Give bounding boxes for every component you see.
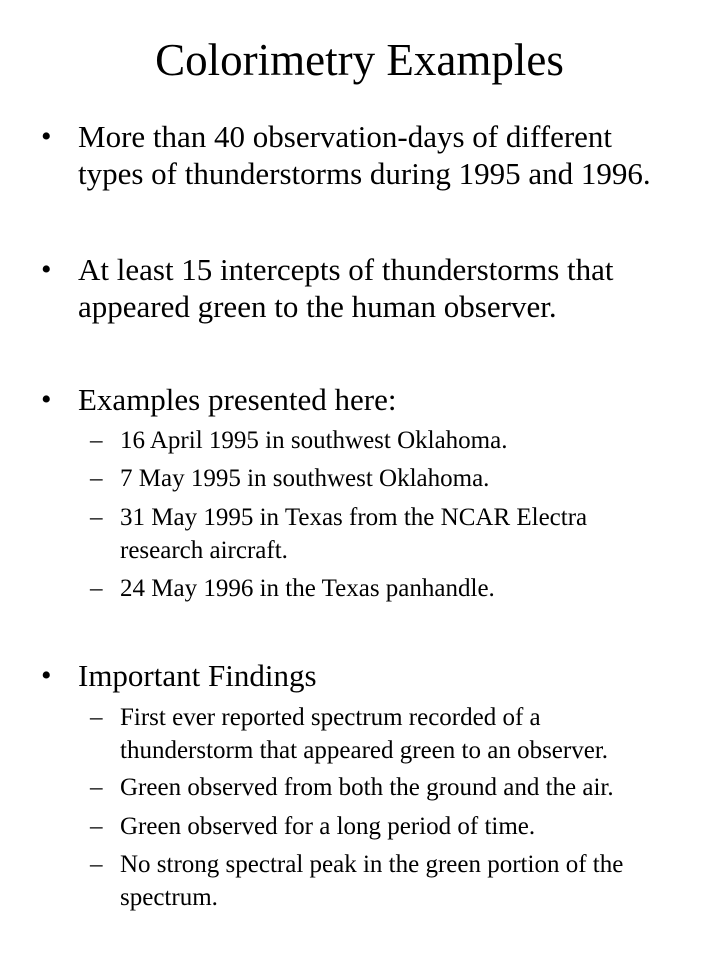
bullet-text bbox=[78, 118, 708, 192]
sub-item-line: 16 April 1995 in southwest Oklahoma. bbox=[120, 427, 508, 454]
bullet-line: Examples presented here: bbox=[78, 382, 397, 417]
sub-item-text bbox=[120, 771, 710, 804]
dash-icon: – bbox=[90, 575, 103, 602]
bullet-text bbox=[78, 657, 708, 694]
sub-item-line: No strong spectral peak in the green portion of the bbox=[120, 851, 624, 878]
sub-item-text bbox=[120, 572, 710, 605]
slide-title: Colorimetry Examples bbox=[155, 35, 564, 85]
sub-item-text bbox=[120, 424, 710, 457]
bullet-icon: • bbox=[41, 659, 52, 692]
sub-item-line: thunderstorm that appeared green to an observer. bbox=[120, 737, 609, 764]
sub-item-text bbox=[120, 501, 710, 567]
bullet-line: More than 40 observation-days of different bbox=[78, 119, 613, 154]
sub-item-text bbox=[120, 848, 710, 914]
sub-item-line: Green observed for a long period of time. bbox=[120, 813, 536, 840]
bullet-text bbox=[78, 251, 708, 325]
sub-item-line: 7 May 1995 in southwest Oklahoma. bbox=[120, 465, 490, 492]
bullet-line: types of thunderstorms during 1995 and 1996. bbox=[78, 156, 651, 191]
dash-icon: – bbox=[90, 813, 103, 840]
sub-item-text bbox=[120, 462, 710, 495]
sub-item-line: First ever reported spectrum recorded of a bbox=[120, 704, 541, 731]
sub-item-text bbox=[120, 701, 710, 767]
bullet-text bbox=[78, 381, 708, 418]
bullet-icon: • bbox=[41, 253, 52, 286]
sub-item-text bbox=[120, 810, 710, 843]
sub-item-line: Green observed from both the ground and the air. bbox=[120, 774, 614, 801]
dash-icon: – bbox=[90, 774, 103, 801]
sub-item-line: 31 May 1995 in Texas from the NCAR Electra bbox=[120, 504, 588, 531]
dash-icon: – bbox=[90, 427, 103, 454]
dash-icon: – bbox=[90, 465, 103, 492]
sub-item-line: 24 May 1996 in the Texas panhandle. bbox=[120, 575, 495, 602]
dash-icon: – bbox=[90, 704, 103, 731]
bullet-icon: • bbox=[41, 383, 52, 416]
bullet-line: At least 15 intercepts of thunderstorms that bbox=[78, 252, 614, 287]
bullet-line: appeared green to the human observer. bbox=[78, 289, 557, 324]
sub-item-line: research aircraft. bbox=[120, 537, 288, 564]
dash-icon: – bbox=[90, 851, 103, 878]
dash-icon: – bbox=[90, 504, 103, 531]
bullet-line: Important Findings bbox=[78, 658, 317, 693]
sub-item-line: spectrum. bbox=[120, 884, 218, 911]
bullet-icon: • bbox=[41, 120, 52, 153]
